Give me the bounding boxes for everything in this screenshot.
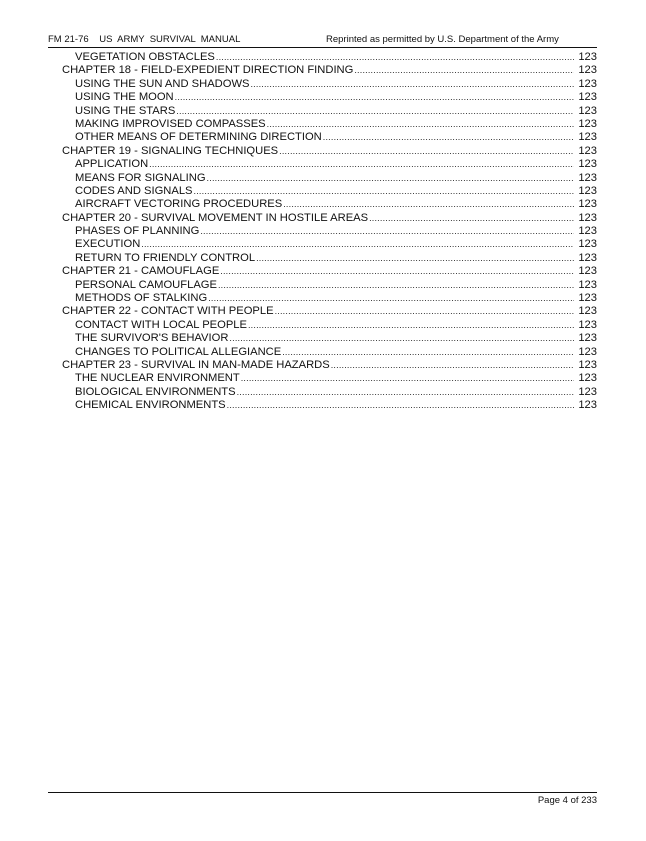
toc-section-entry[interactable] bbox=[62, 198, 597, 211]
toc-dot-leader bbox=[200, 225, 574, 238]
toc-entry-page-number: 123 bbox=[578, 51, 597, 63]
toc-entry-page-number: 123 bbox=[578, 332, 597, 345]
toc-section-entry[interactable] bbox=[62, 346, 597, 359]
toc-dot-leader bbox=[229, 332, 574, 345]
toc-entry-page-number: 123 bbox=[578, 385, 597, 398]
toc-section-entry[interactable] bbox=[62, 372, 597, 385]
toc-chapter-entry[interactable] bbox=[62, 64, 597, 77]
toc-dot-leader bbox=[220, 265, 574, 278]
toc-entry-page-number: 123 bbox=[578, 211, 597, 224]
toc-dot-leader bbox=[149, 158, 574, 171]
toc-section-entry[interactable] bbox=[62, 172, 597, 185]
toc-dot-leader bbox=[331, 359, 574, 372]
footer-page-number: Page 4 of 233 bbox=[537, 795, 597, 806]
toc-entry-page-number: 123 bbox=[578, 117, 597, 130]
toc-entry-title: CHAPTER 20 - SURVIVAL MOVEMENT IN HOSTILE AREAS bbox=[62, 211, 369, 224]
toc-section-entry[interactable] bbox=[62, 225, 597, 238]
toc-entry-title: CHAPTER 21 - CAMOUFLAGE bbox=[62, 265, 220, 278]
toc-entry-title: CHAPTER 23 - SURVIVAL IN MAN-MADE HAZARDS bbox=[62, 358, 330, 371]
toc-section-entry[interactable] bbox=[62, 91, 597, 104]
toc-entry-page-number: 123 bbox=[578, 91, 597, 104]
toc-entry-page-number: 123 bbox=[578, 372, 597, 385]
toc-section-entry[interactable] bbox=[62, 105, 597, 118]
toc-entry-page-number: 123 bbox=[578, 131, 597, 144]
toc-entry-title: AIRCRAFT VECTORING PROCEDURES bbox=[75, 198, 283, 211]
toc-entry-title: BIOLOGICAL ENVIRONMENTS bbox=[75, 385, 236, 398]
toc-dot-leader bbox=[256, 252, 574, 265]
toc-dot-leader bbox=[283, 198, 574, 211]
toc-entry-page-number: 123 bbox=[578, 144, 597, 157]
header-reprint-notice: Reprinted as permitted by U.S. Department of the Army bbox=[326, 34, 559, 45]
toc-dot-leader bbox=[323, 131, 574, 144]
toc-section-entry[interactable] bbox=[62, 118, 597, 131]
toc-entry-page-number: 123 bbox=[578, 278, 597, 291]
toc-entry-page-number: 123 bbox=[578, 77, 597, 90]
toc-dot-leader bbox=[248, 319, 574, 332]
toc-entry-title: MAKING IMPROVISED COMPASSES bbox=[75, 117, 266, 130]
toc-section-entry[interactable] bbox=[62, 131, 597, 144]
toc-entry-title: MEANS FOR SIGNALING bbox=[75, 171, 206, 184]
header-manual-title: FM 21-76 US ARMY SURVIVAL MANUAL bbox=[48, 34, 241, 45]
table-of-contents bbox=[62, 51, 597, 413]
toc-entry-title: CONTACT WITH LOCAL PEOPLE bbox=[75, 318, 247, 331]
toc-dot-leader bbox=[354, 64, 574, 77]
toc-entry-title: CHAPTER 18 - FIELD-EXPEDIENT DIRECTION FINDING bbox=[62, 64, 354, 77]
toc-entry-title: APPLICATION bbox=[75, 158, 149, 171]
toc-entry-title: THE SURVIVOR'S BEHAVIOR bbox=[75, 332, 229, 345]
toc-section-entry[interactable] bbox=[62, 158, 597, 171]
toc-entry-title: OTHER MEANS OF DETERMINING DIRECTION bbox=[75, 131, 322, 144]
toc-dot-leader bbox=[237, 386, 574, 399]
toc-entry-page-number: 123 bbox=[578, 64, 597, 77]
toc-section-entry[interactable] bbox=[62, 386, 597, 399]
toc-chapter-entry[interactable] bbox=[62, 359, 597, 372]
toc-entry-page-number: 123 bbox=[578, 358, 597, 371]
toc-entry-title: EXECUTION bbox=[75, 238, 141, 251]
toc-section-entry[interactable] bbox=[62, 238, 597, 251]
toc-entry-title: CHEMICAL ENVIRONMENTS bbox=[75, 399, 226, 412]
toc-entry-title: METHODS OF STALKING bbox=[75, 292, 208, 305]
toc-dot-leader bbox=[176, 105, 574, 118]
toc-entry-title: VEGETATION OBSTACLES bbox=[75, 51, 215, 63]
page-footer bbox=[48, 792, 597, 806]
toc-dot-leader bbox=[282, 346, 574, 359]
toc-entry-title: PHASES OF PLANNING bbox=[75, 225, 200, 238]
page-header bbox=[48, 34, 597, 48]
toc-dot-leader bbox=[208, 292, 574, 305]
toc-chapter-entry[interactable] bbox=[62, 145, 597, 158]
toc-dot-leader bbox=[279, 145, 574, 158]
toc-section-entry[interactable] bbox=[62, 252, 597, 265]
toc-entry-title: THE NUCLEAR ENVIRONMENT bbox=[75, 372, 240, 385]
toc-dot-leader bbox=[267, 118, 574, 131]
toc-entry-title: CODES AND SIGNALS bbox=[75, 184, 193, 197]
toc-entry-page-number: 123 bbox=[578, 305, 597, 318]
toc-entry-page-number: 123 bbox=[578, 238, 597, 251]
toc-entry-page-number: 123 bbox=[578, 158, 597, 171]
toc-entry-title: CHAPTER 19 - SIGNALING TECHNIQUES bbox=[62, 144, 279, 157]
toc-chapter-entry[interactable] bbox=[62, 265, 597, 278]
toc-chapter-entry[interactable] bbox=[62, 212, 597, 225]
toc-entry-page-number: 123 bbox=[578, 399, 597, 412]
toc-entry-page-number: 123 bbox=[578, 251, 597, 264]
toc-chapter-entry[interactable] bbox=[62, 305, 597, 318]
toc-section-entry[interactable] bbox=[62, 279, 597, 292]
toc-section-entry[interactable] bbox=[62, 319, 597, 332]
toc-dot-leader bbox=[216, 51, 574, 64]
toc-entry-page-number: 123 bbox=[578, 265, 597, 278]
toc-dot-leader bbox=[227, 399, 574, 412]
toc-section-entry[interactable] bbox=[62, 399, 597, 412]
toc-dot-leader bbox=[369, 212, 574, 225]
toc-section-entry[interactable] bbox=[62, 292, 597, 305]
toc-entry-title: CHANGES TO POLITICAL ALLEGIANCE bbox=[75, 345, 282, 358]
toc-entry-title: USING THE STARS bbox=[75, 104, 176, 117]
toc-entry-page-number: 123 bbox=[578, 225, 597, 238]
toc-entry-page-number: 123 bbox=[578, 104, 597, 117]
toc-entry-page-number: 123 bbox=[578, 292, 597, 305]
toc-dot-leader bbox=[141, 238, 574, 251]
toc-entry-page-number: 123 bbox=[578, 318, 597, 331]
toc-entry-title: USING THE SUN AND SHADOWS bbox=[75, 77, 250, 90]
toc-dot-leader bbox=[218, 279, 574, 292]
toc-section-entry[interactable] bbox=[62, 51, 597, 64]
toc-entry-title: RETURN TO FRIENDLY CONTROL bbox=[75, 251, 256, 264]
toc-dot-leader bbox=[207, 172, 574, 185]
toc-section-entry[interactable] bbox=[62, 185, 597, 198]
toc-entry-page-number: 123 bbox=[578, 171, 597, 184]
toc-entry-page-number: 123 bbox=[578, 198, 597, 211]
toc-entry-page-number: 123 bbox=[578, 345, 597, 358]
toc-entry-page-number: 123 bbox=[578, 184, 597, 197]
toc-dot-leader bbox=[275, 305, 574, 318]
toc-section-entry[interactable] bbox=[62, 78, 597, 91]
toc-entry-title: PERSONAL CAMOUFLAGE bbox=[75, 278, 217, 291]
toc-dot-leader bbox=[175, 91, 574, 104]
toc-entry-title: CHAPTER 22 - CONTACT WITH PEOPLE bbox=[62, 305, 274, 318]
toc-entry-title: USING THE MOON bbox=[75, 91, 174, 104]
toc-dot-leader bbox=[241, 372, 574, 385]
toc-section-entry[interactable] bbox=[62, 332, 597, 345]
toc-dot-leader bbox=[194, 185, 574, 198]
toc-dot-leader bbox=[250, 78, 574, 91]
